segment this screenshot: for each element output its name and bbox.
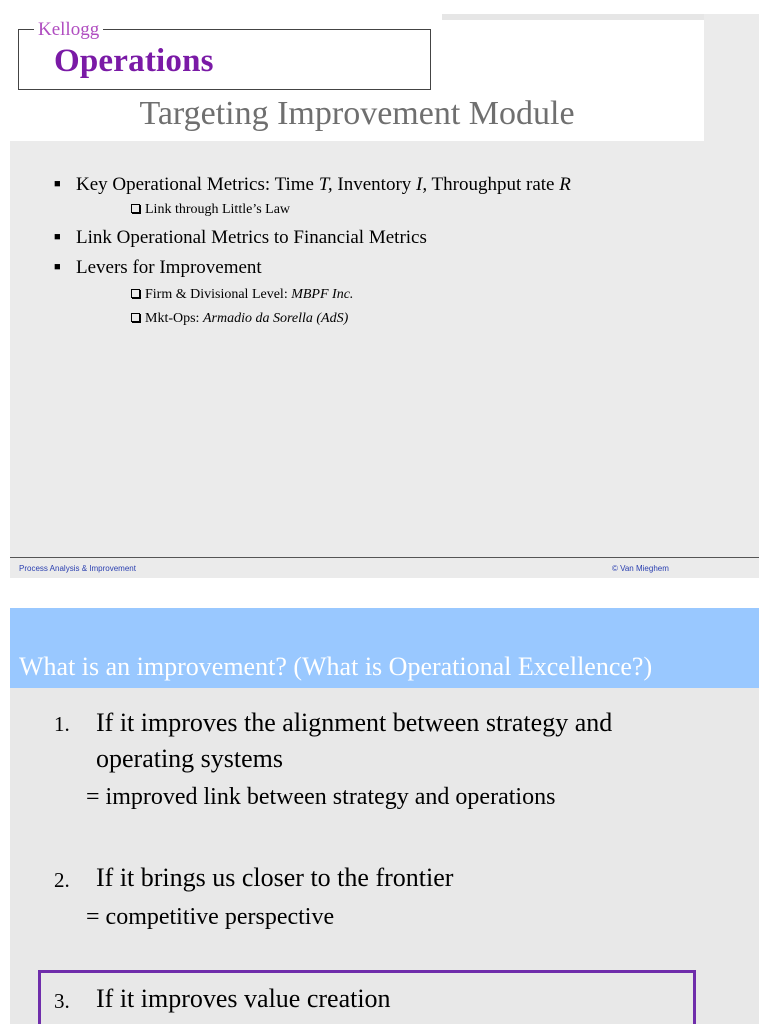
metric-t: T,	[318, 174, 333, 195]
case-name: MBPF Inc.	[291, 287, 354, 302]
bullet-text: Link Operational Metrics to Financial Metrics	[76, 227, 427, 248]
bullet-levers	[54, 257, 262, 280]
square-bullet-icon: ■	[54, 230, 61, 243]
slide-title: What is an improvement? (What is Operational Excellence?)	[19, 652, 653, 681]
metric-i: I,	[416, 174, 428, 195]
sub-bullet-text: Link through Little’s Law	[145, 202, 291, 217]
sub-bullet-text: Firm & Divisional Level:	[145, 287, 292, 302]
metric-r: R	[559, 174, 571, 195]
sub-bullet-littles-law	[131, 201, 290, 219]
bullet-text: Inventory	[332, 174, 417, 195]
checkbox-bullet-icon	[131, 204, 140, 213]
bullet-key-metrics	[54, 174, 571, 197]
sub-bullet-mkt-ops	[131, 310, 348, 328]
slide-2	[10, 608, 759, 1024]
item-number: 1.	[54, 712, 70, 736]
footer-copyright: © Van Mieghem	[612, 564, 669, 573]
footer-course: Process Analysis & Improvement	[19, 564, 136, 573]
bullet-text: Levers for Improvement	[76, 257, 262, 278]
case-name: Armadio da Sorella (AdS)	[202, 311, 349, 326]
item-number: 2.	[54, 868, 70, 892]
bullet-financial-metrics	[54, 227, 427, 250]
bullet-text: Key Operational Metrics: Time	[76, 174, 319, 195]
item-text: operating systems	[96, 744, 284, 773]
footer-divider	[10, 557, 759, 558]
sub-bullet-text: Mkt-Ops:	[145, 311, 203, 326]
square-bullet-icon: ■	[54, 260, 61, 273]
item-subtext: = improved link between strategy and operations	[86, 784, 556, 810]
bullet-text: Throughput rate	[427, 174, 560, 195]
sub-bullet-firm	[131, 286, 353, 304]
item-number: 3.	[54, 989, 70, 1013]
item-text: If it brings us closer to the frontier	[96, 863, 454, 892]
slide-1	[10, 14, 759, 578]
slide-title: Targeting Improvement Module	[139, 95, 575, 132]
item-text: If it improves the alignment between strategy and	[96, 708, 613, 737]
header-corner	[442, 14, 704, 20]
checkbox-bullet-icon	[131, 313, 140, 322]
square-bullet-icon: ■	[54, 177, 61, 190]
item-text: If it improves value creation	[96, 984, 391, 1013]
item-subtext: = competitive perspective	[86, 904, 335, 930]
logo-operations-text: Operations	[54, 43, 214, 79]
logo-kellogg-text: Kellogg	[34, 19, 103, 41]
checkbox-bullet-icon	[131, 289, 140, 298]
